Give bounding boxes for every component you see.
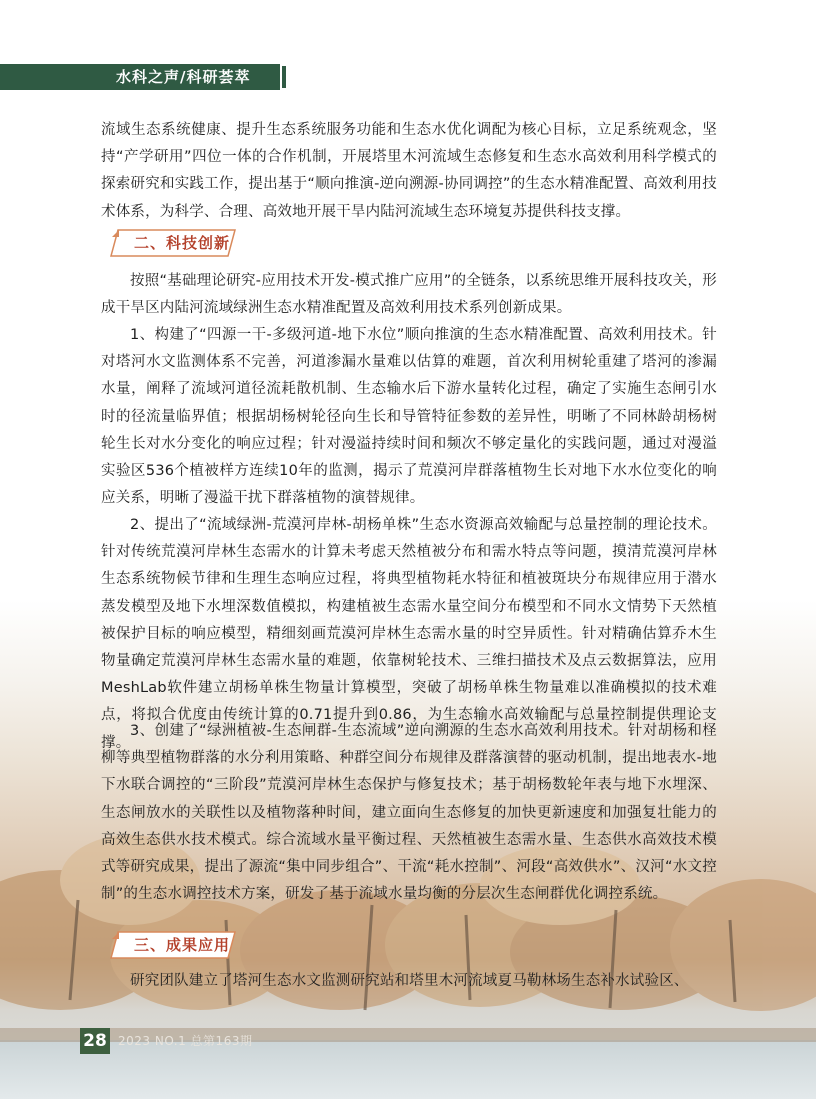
paragraph-achievement-1: 1、构建了“四源一干-多级河道-地下水位”顺向推演的生态水精准配置、高效利用技术。针对塔河水文监测体系不完善，河道渗漏水量难以估算的难题，首次利用树轮重建了塔河的渗漏水量，阐释了流域河道径流耗散机制、生态输水后下游水量转化过程，确定了实施生态闸引水时的径流量临界值；根据胡杨树轮径向生长和导管特征参数的差异性，明晰了不同林龄胡杨树轮生长对水分变化的响应过程；针对漫溢持续时间和频次不够定量化的实践问题，通过对漫溢实验区536个植被样方连续10年的监测，揭示了荒漠河岸群落植物生长对地下水水位变化的响应关系，明晰了漫溢干扰下群落植物的演替规律。 — [101, 327, 717, 507]
section-label: 三、成果应用 — [134, 936, 231, 954]
paragraph-achievement-2: 2、提出了“流域绿洲-荒漠河岸林-胡杨单株”生态水资源高效输配与总量控制的理论技术。针对传统荒漠河岸林生态需水的计算未考虑天然植被分布和需水特点等问题，摸清荒漠河岸林生态系统物候节律和生理生态响应过程，将典型植物耗水特征和植被斑块分布规律应用于潜水蒸发模型及地下水埋深数值模拟，构建植被生态需水量空间分布模型和不同水文情势下天然植被保护目标的响应模型，精细刻画荒漠河岸林生态需水量的时空异质性。针对精确估算乔木生物量确定荒漠河岸林生态需水量的难题，依靠树轮技术、三维扫描技术及点云数据算法，应用MeshLab软件建立胡杨单株生物量计算模型，突破了胡杨单株生物量难以准确模拟的技术难点，将拟合优度由传统计算的0.71提升到0.86，为生态输水高效输配与总量控制提供理论支撑。 — [101, 517, 717, 751]
header-accent-bar — [282, 66, 286, 88]
section-heading-application — [110, 931, 236, 959]
paragraph-achievement-3: 3、创建了“绿洲植被-生态闸群-生态流域”逆向溯源的生态水高效利用技术。针对胡杨和柽柳等典型植物群落的水分利用策略、种群空间分布规律及群落演替的驱动机制，提出地表水-地下水联合调控的“三阶段”荒漠河岸林生态保护与修复技术；基于胡杨数轮年表与地下水埋深、生态闸放水的关联性以及植物落种时间，建立面向生态修复的加快更新速度和加强复壮能力的高效生态供水技术模式。综合流域水量平衡过程、天然植被生态需水量、生态供水高效技术模式等研究成果，提出了源流“集中同步组合”、干流“耗水控制”、河段“高效供水”、汉河“水文控制”的生态水调控技术方案，研发了基于流域水量均衡的分层次生态闸群优化调控系统。 — [101, 723, 717, 903]
paragraph-application: 研究团队建立了塔河生态水文监测研究站和塔里木河流域夏马勒林场生态补水试验区、 — [130, 973, 689, 989]
page-number: 28 — [80, 1028, 110, 1054]
section-label: 二、科技创新 — [134, 234, 231, 252]
section-heading-innovation — [110, 229, 236, 257]
column-title: 水科之声/科研荟萃 — [116, 68, 251, 86]
paragraph-overview: 按照“基础理论研究-应用技术开发-模式推广应用”的全链条，以系统思维开展科技攻关，形成干旱区内陆河流域绿洲生态水精准配置及高效利用技术系列创新成果。 — [101, 273, 717, 317]
issue-info: 2023 NO.1 总第163期 — [118, 1034, 253, 1048]
paragraph-intro: 流域生态系统健康、提升生态系统服务功能和生态水优化调配为核心目标，立足系统观念，坚持“产学研用”四位一体的合作机制，开展塔里木河流域生态修复和生态水高效利用科学模式的探索研究和实践工作，提出基于“顺向推演-逆向溯源-协同调控”的生态水精准配置、高效利用技术体系，为科学、合理、高效地开展干旱内陆河流域生态环境复苏提供科技支撑。 — [101, 122, 717, 220]
